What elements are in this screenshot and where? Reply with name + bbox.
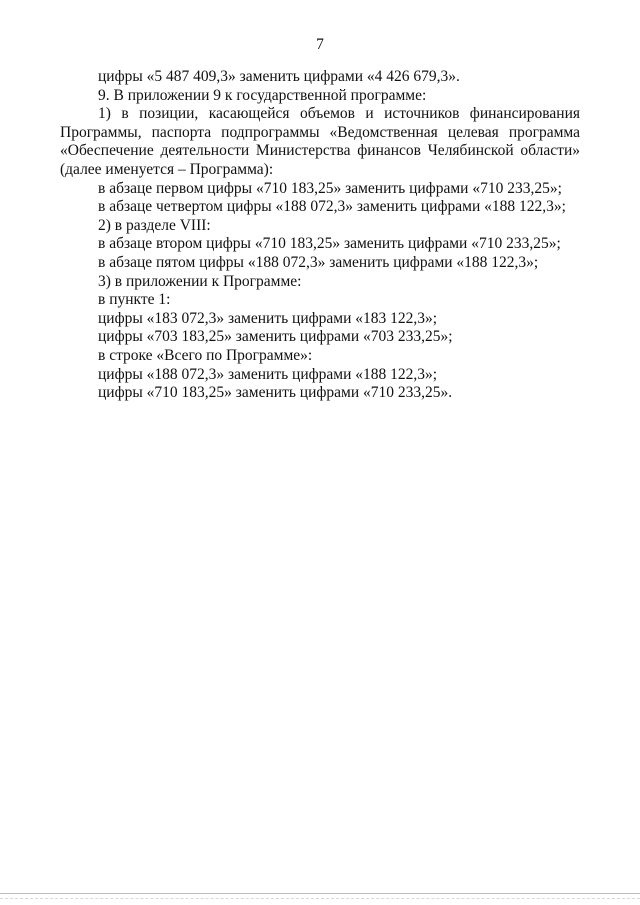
paragraph-line: цифры «703 183,25» заменить цифрами «703 233,25»;: [98, 328, 453, 346]
paragraph-line: 2) в разделе VIII:: [98, 216, 211, 234]
paragraph-line: в абзаце первом цифры «710 183,25» заменить цифрами «710 233,25»;: [98, 179, 562, 197]
paragraph-line: 3) в приложении к Программе:: [98, 272, 302, 290]
paragraph-line: Программы, паспорта подпрограммы «Ведомственная целевая программа: [60, 123, 580, 141]
paragraph-line: в пункте 1:: [98, 291, 171, 309]
page-number: 7: [316, 36, 324, 53]
paragraph-line: «Обеспечение деятельности Министерства финансов Челябинской области»: [60, 142, 580, 160]
document-body: [60, 68, 580, 403]
paragraph-line: в строке «Всего по Программе»:: [98, 346, 313, 364]
paragraph-line: в абзаце пятом цифры «188 072,3» заменить цифрами «188 122,3»;: [98, 253, 539, 271]
paragraph-line: (далее именуется – Программа):: [60, 160, 274, 178]
page-bottom-edge: [0, 893, 640, 894]
paragraph-line: в абзаце втором цифры «710 183,25» заменить цифрами «710 233,25»;: [98, 235, 561, 253]
paragraph-line: 9. В приложении 9 к государственной программе:: [98, 86, 427, 104]
paragraph-line: цифры «188 072,3» заменить цифрами «188 122,3»;: [98, 365, 438, 383]
paragraph-line: 1) в позиции, касающейся объемов и источников финансирования: [98, 105, 580, 123]
paragraph-line: цифры «183 072,3» заменить цифрами «183 122,3»;: [98, 309, 438, 327]
paragraph-line: цифры «5 487 409,3» заменить цифрами «4 426 679,3».: [98, 68, 460, 85]
scan-artifact-line: [0, 898, 640, 899]
paragraph-line: в абзаце четвертом цифры «188 072,3» заменить цифрами «188 122,3»;: [98, 198, 566, 216]
paragraph-line: цифры «710 183,25» заменить цифрами «710 233,25».: [98, 384, 453, 402]
